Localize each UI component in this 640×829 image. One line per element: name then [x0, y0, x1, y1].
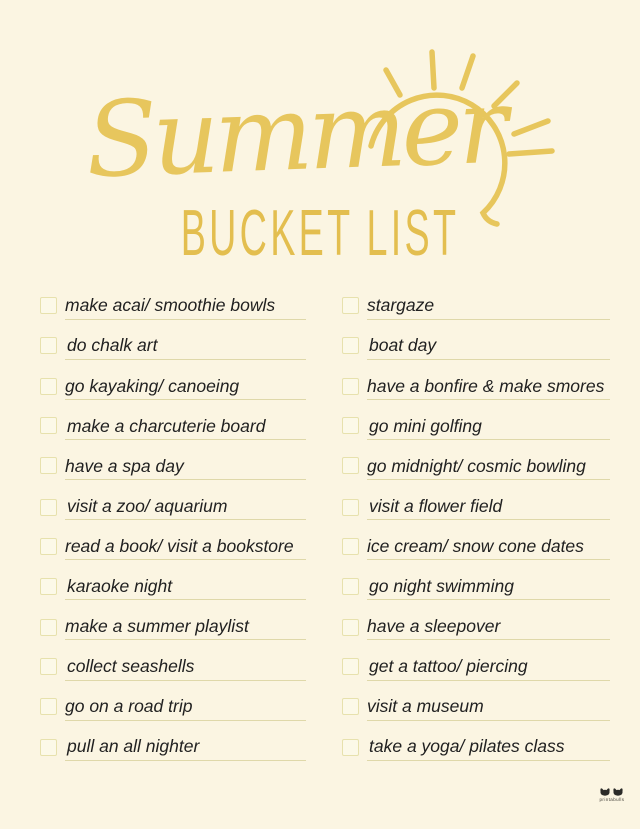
checklist-row — [40, 328, 306, 368]
checkbox[interactable] — [40, 337, 57, 354]
checkbox[interactable] — [40, 698, 57, 715]
printabulls-brand-text: printabulls — [599, 796, 625, 802]
printabulls-logo — [599, 787, 625, 803]
checklist-row — [40, 649, 306, 689]
checkbox[interactable] — [40, 739, 57, 756]
checklist-item-label: stargaze — [367, 296, 610, 319]
checklist-row — [40, 408, 306, 448]
checklist-row — [40, 529, 306, 569]
two-bulldogs-icon — [599, 787, 625, 797]
checkbox[interactable] — [342, 297, 359, 314]
checklist-row — [40, 609, 306, 649]
checklist-row — [40, 569, 306, 609]
checklist-item-label: read a book/ visit a bookstore — [65, 537, 306, 560]
checklist-item-label: go kayaking/ canoeing — [65, 377, 306, 400]
checklist-row — [342, 609, 610, 649]
checklist-item-label: take a yoga/ pilates class — [367, 737, 610, 760]
checklist-row — [342, 488, 610, 528]
checkbox[interactable] — [342, 739, 359, 756]
checklist-item-label: do chalk art — [65, 336, 306, 359]
summer-script-title: Summer — [83, 64, 505, 202]
checklist-item-label: pull an all nighter — [65, 737, 306, 760]
checklist-item-label: go night swimming — [367, 577, 610, 600]
checkbox[interactable] — [342, 417, 359, 434]
checklist-item-label: visit a museum — [367, 697, 610, 720]
checklist-item-label: ice cream/ snow cone dates — [367, 537, 610, 560]
checklist-row — [40, 288, 306, 328]
checklist-row — [40, 488, 306, 528]
checklist-row — [342, 729, 610, 769]
checkbox[interactable] — [40, 297, 57, 314]
checkbox[interactable] — [342, 619, 359, 636]
checklist-item-label: collect seashells — [65, 657, 306, 680]
checkbox[interactable] — [40, 658, 57, 675]
checklist-item-label: make a charcuterie board — [65, 417, 306, 440]
checkbox[interactable] — [342, 457, 359, 474]
checkbox[interactable] — [342, 578, 359, 595]
bucket-list-title: BUCKET LIST — [180, 195, 460, 270]
checkbox[interactable] — [40, 619, 57, 636]
checklist-item-label: make a summer playlist — [65, 617, 306, 640]
checkbox[interactable] — [40, 457, 57, 474]
checklist-row — [342, 448, 610, 488]
checklist-item-label: go on a road trip — [65, 697, 306, 720]
checkbox[interactable] — [40, 538, 57, 555]
checkbox[interactable] — [40, 578, 57, 595]
checkbox[interactable] — [342, 499, 359, 516]
checklist-item-label: go mini golfing — [367, 417, 610, 440]
checklist-row — [342, 689, 610, 729]
checklist-row — [40, 368, 306, 408]
checklist-left-column — [40, 288, 306, 769]
checklist-item-label: have a sleepover — [367, 617, 610, 640]
checkbox[interactable] — [342, 378, 359, 395]
checklist-item-label: get a tattoo/ piercing — [367, 657, 610, 680]
checklist-row — [342, 569, 610, 609]
checklist-row — [342, 649, 610, 689]
checklist-right-column — [342, 288, 610, 769]
checklist-row — [342, 408, 610, 448]
checkbox[interactable] — [342, 337, 359, 354]
checkbox[interactable] — [40, 499, 57, 516]
checklist-item-label: karaoke night — [65, 577, 306, 600]
checkbox[interactable] — [40, 417, 57, 434]
checkbox[interactable] — [40, 378, 57, 395]
checklist-item-label: go midnight/ cosmic bowling — [367, 457, 610, 480]
checklist-row — [342, 288, 610, 328]
checklist-item-label: make acai/ smoothie bowls — [65, 296, 306, 319]
checklist-item-label: have a bonfire & make smores — [367, 377, 610, 400]
checklist-row — [40, 448, 306, 488]
checkbox[interactable] — [342, 658, 359, 675]
checklist-row — [342, 368, 610, 408]
checklist-row — [40, 729, 306, 769]
checklist-row — [342, 328, 610, 368]
checklist-item-label: visit a flower field — [367, 497, 610, 520]
checklist-item-label: have a spa day — [65, 457, 306, 480]
checklist-item-label: boat day — [367, 336, 610, 359]
checklist-row — [40, 689, 306, 729]
checkbox[interactable] — [342, 698, 359, 715]
checkbox[interactable] — [342, 538, 359, 555]
checklist-item-label: visit a zoo/ aquarium — [65, 497, 306, 520]
checklist-row — [342, 529, 610, 569]
